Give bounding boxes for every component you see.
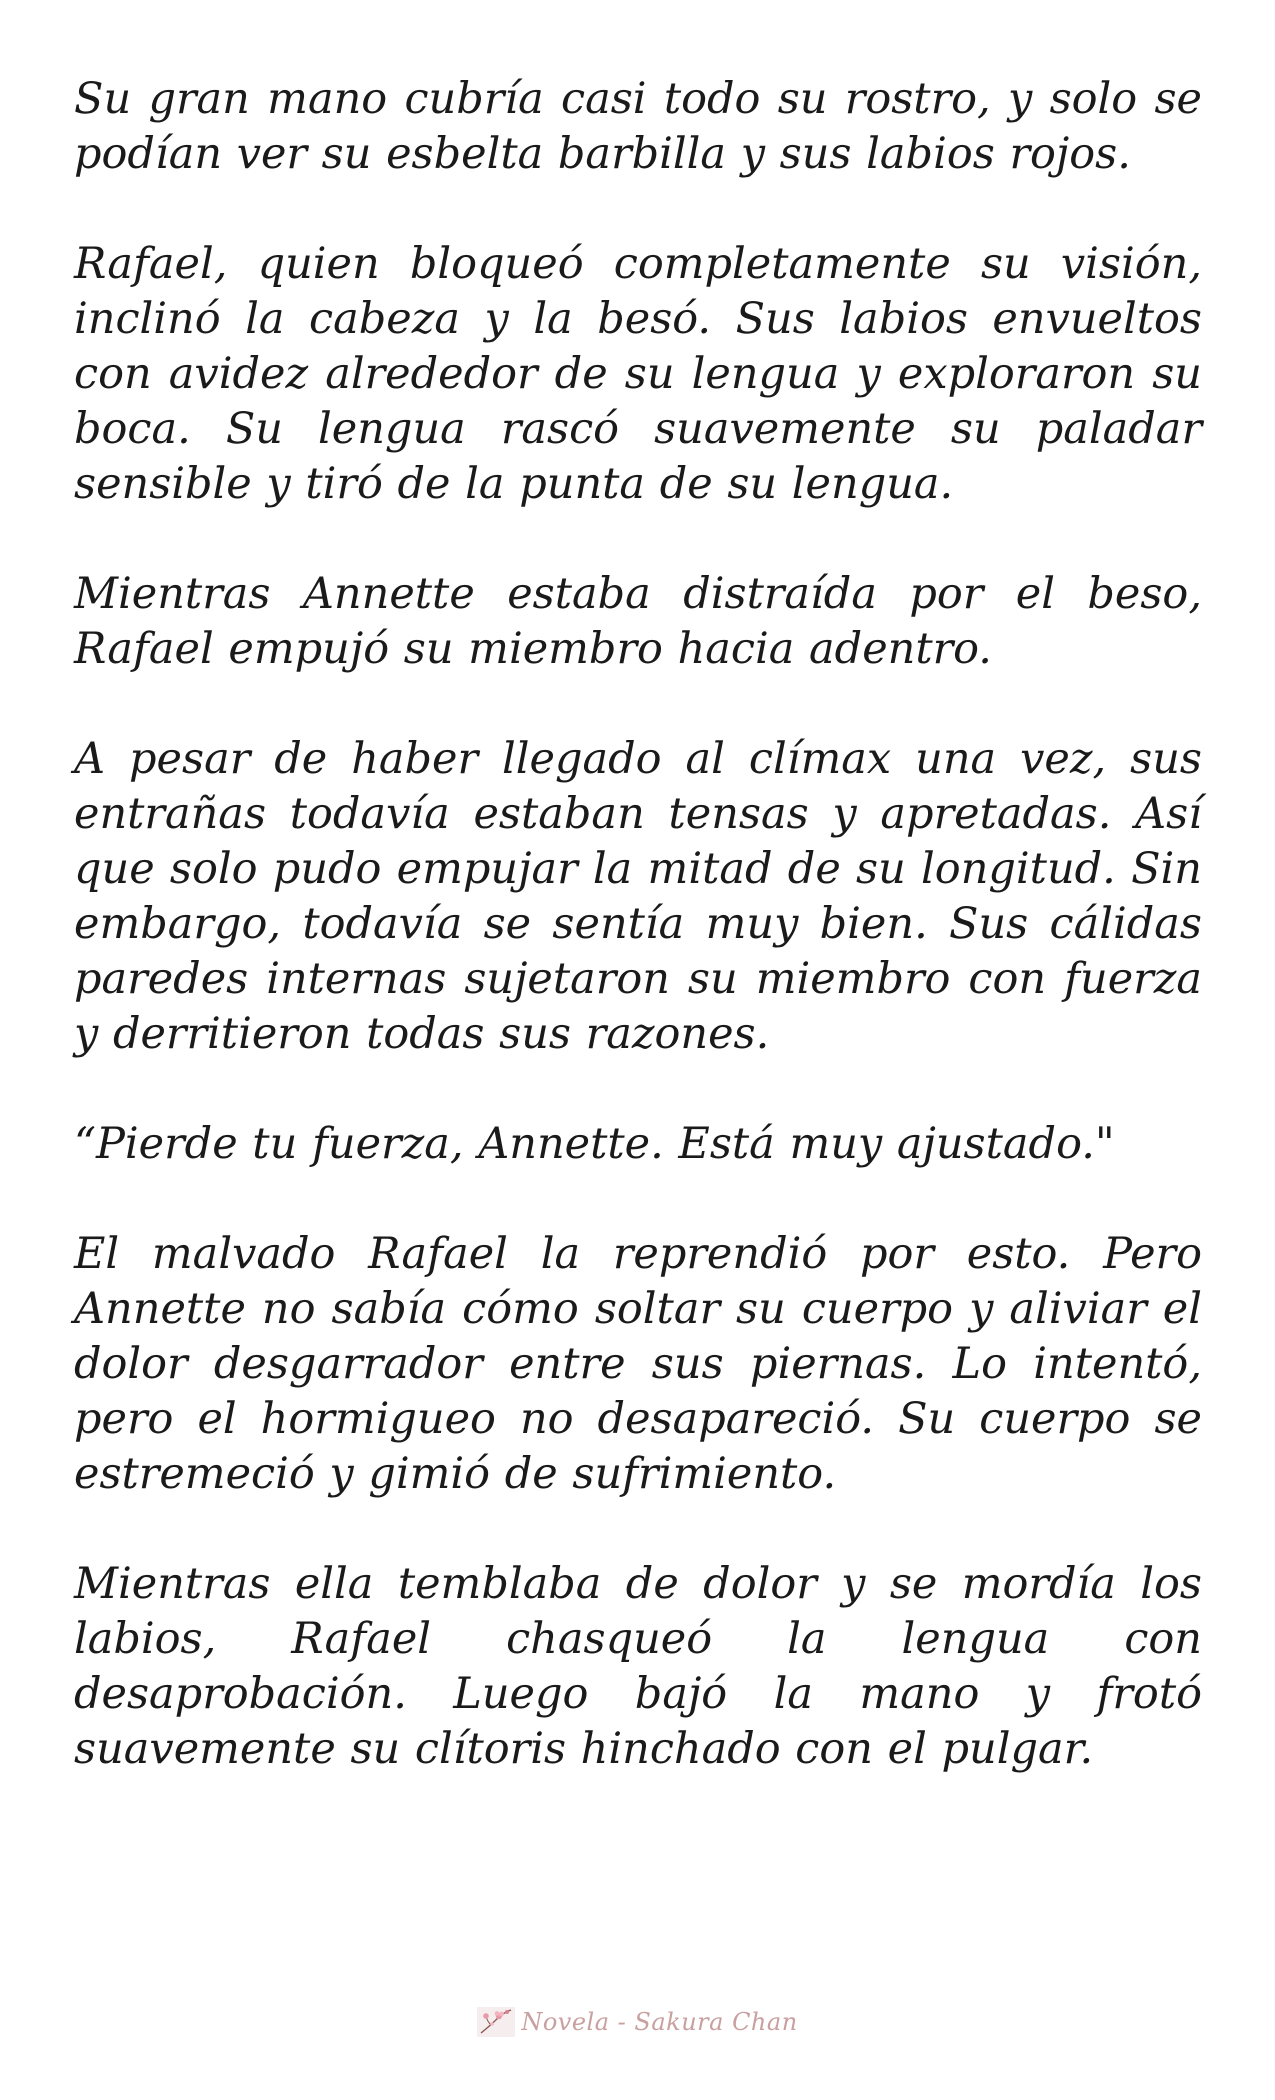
paragraph: Mientras Annette estaba distraída por el beso, Rafael empujó su miembro hacia adentro.: [74, 569, 1202, 674]
text-body: [74, 72, 1202, 1832]
paragraph: A pesar de haber llegado al clímax una vez, sus entrañas todavía estaban tensas y apretadas. Así que solo pudo empujar la mitad de su longitud. Sin embargo, todavía se sentía muy bien. Sus cálidas paredes internas sujetaron su miembro con fuerza y derritieron todas sus razones.: [74, 734, 1202, 1059]
paragraph: Rafael, quien bloqueó completamente su visión, inclinó la cabeza y la besó. Sus labios envueltos con avidez alrededor de su lengua y exploraron su boca. Su lengua rascó suavemente su paladar sensible y tiró de la punta de su lengua.: [74, 239, 1202, 509]
paragraph: Su gran mano cubría casi todo su rostro, y solo se podían ver su esbelta barbilla y sus labios rojos.: [74, 74, 1202, 179]
watermark: [0, 2002, 1275, 2042]
sakura-flower-icon: [477, 2007, 515, 2037]
dialogue-paragraph: “Pierde tu fuerza, Annette. Está muy ajustado.": [74, 1119, 1115, 1169]
paragraph: El malvado Rafael la reprendió por esto. Pero Annette no sabía cómo soltar su cuerpo y aliviar el dolor desgarrador entre sus piernas. Lo intentó, pero el hormigueo no desapareció. Su cuerpo se estremeció y gimió de sufrimiento.: [74, 1229, 1202, 1499]
paragraph: Mientras ella temblaba de dolor y se mordía los labios, Rafael chasqueó la lengua con desaprobación. Luego bajó la mano y frotó suavemente su clítoris hinchado con el pulgar.: [74, 1559, 1202, 1774]
watermark-text: Novela - Sakura Chan: [521, 2008, 798, 2036]
